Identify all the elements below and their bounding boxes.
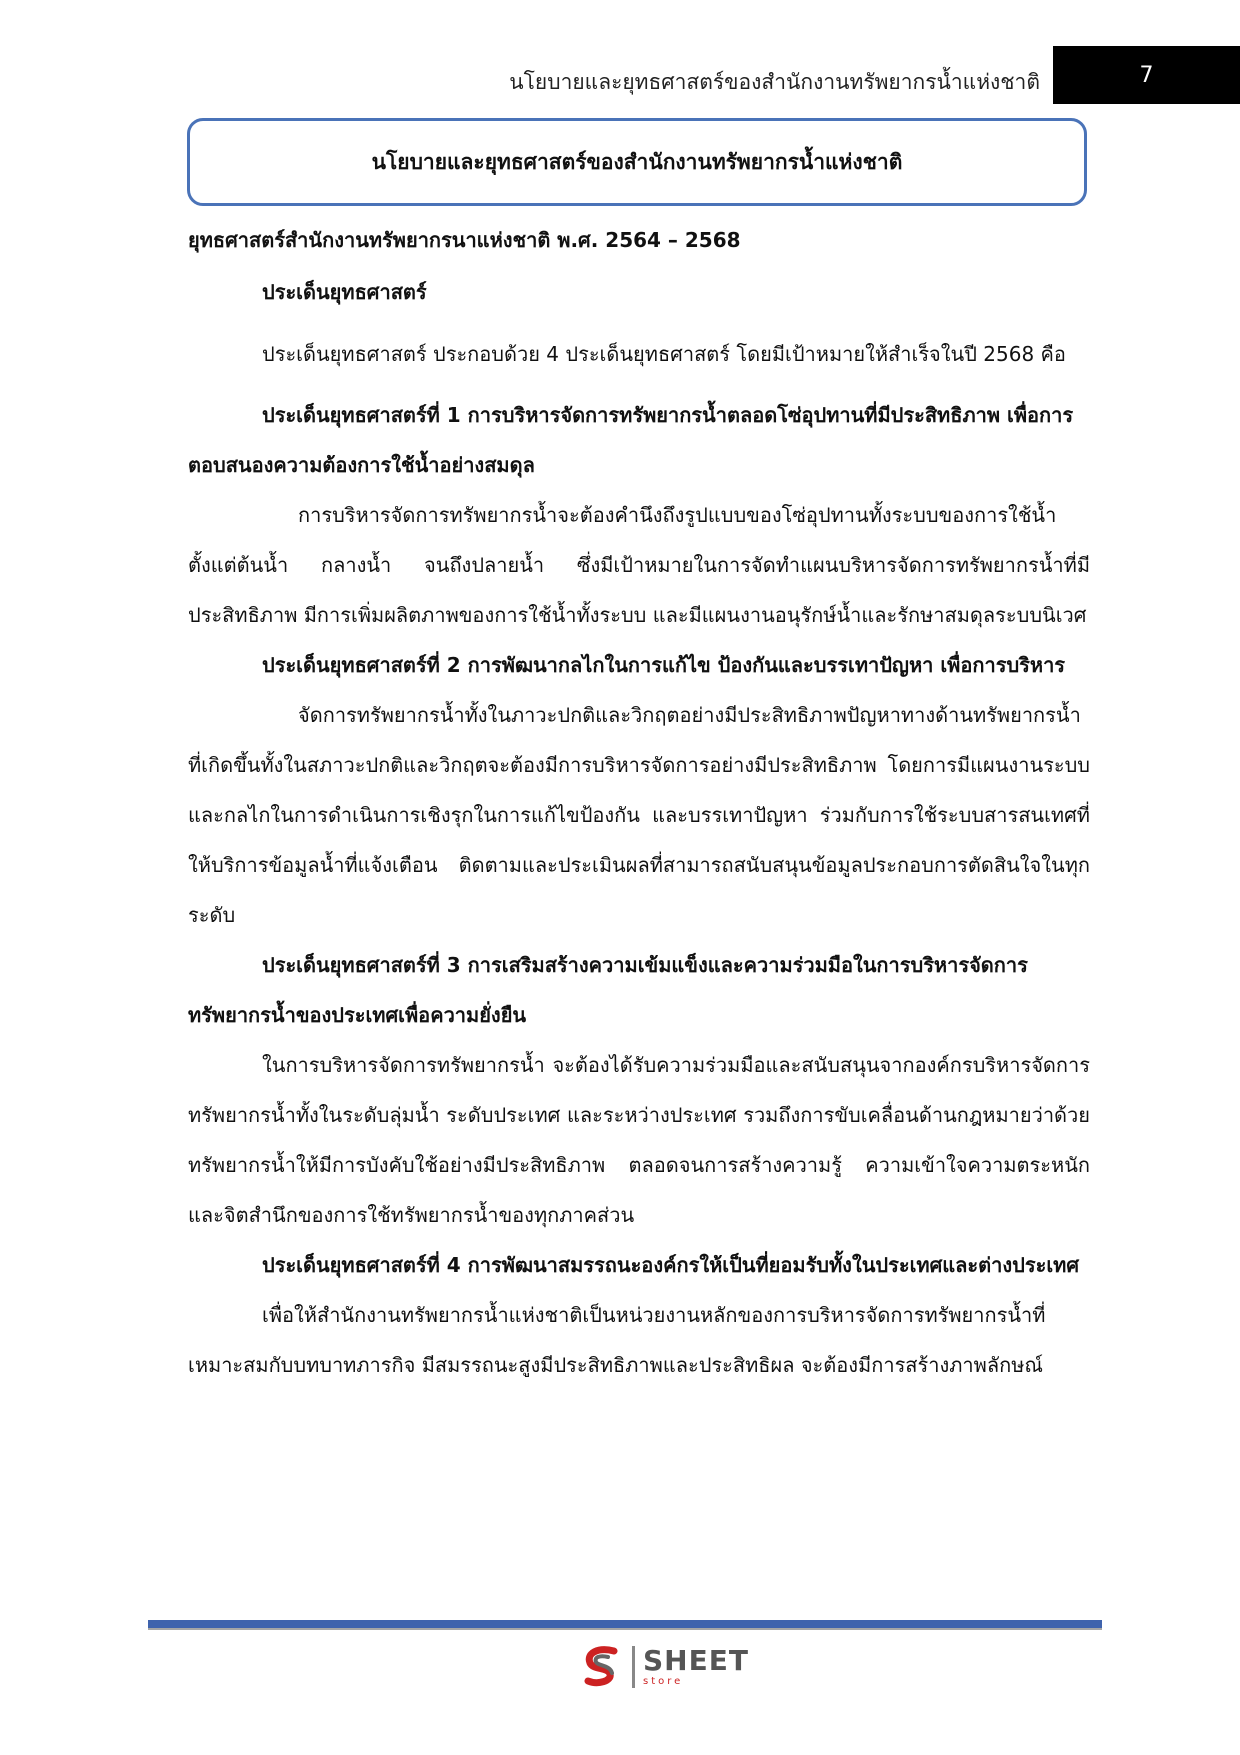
logo-divider [632,1646,635,1688]
sheet-logo-icon [578,1643,626,1691]
running-header-title: นโยบายและยุทธศาสตร์ของสำนักงานทรัพยากรน้ำแห่งชาติ [509,70,1040,94]
issue-4-heading: ประเด็นยุทธศาสตร์ที่ 4 การพัฒนาสมรรถนะองค์กรให้เป็นที่ยอมรับทั้งในประเทศและต่างประเทศ [262,1253,1080,1277]
logo-text: SHEET [643,1644,749,1677]
page-number: 7 [1139,62,1154,88]
document-body [188,220,1090,1390]
page-number-badge [1053,46,1240,104]
issue-2-body: จัดการทรัพยากรน้ำทั้งในภาวะปกติและวิกฤตอย่างมีประสิทธิภาพปัญหาทางด้านทรัพยากรน้ำที่เกิดขึ้นทั้งในสภาวะปกติและวิกฤตจะต้องมีการบริหารจัดการอย่างมีประสิทธิภาพ โดยการมีแผนงานระบบและกลไกในการดำเนินการเชิงรุกในการแก้ไขป้องกัน และบรรเทาปัญหา ร่วมกับการใช้ระบบสารสนเทศที่ให้บริการข้อมูลน้ำที่แจ้งเตือน ติดตามและประเมินผลที่สามารถสนับสนุนข้อมูลประกอบการตัดสินใจในทุกระดับ [188,703,1090,927]
logo-subtext: store [643,1676,684,1687]
section-heading: ประเด็นยุทธศาสตร์ [262,280,427,304]
sheet-store-logo [578,1642,749,1692]
document-title: นโยบายและยุทธศาสตร์ของสำนักงานทรัพยากรน้ำแห่งชาติ [371,149,903,174]
main-heading: ยุทธศาสตร์สำนักงานทรัพยากรนาแห่งชาติ พ.ศ. 2564 – 2568 [188,228,741,252]
footer-rule [148,1620,1102,1628]
title-box [187,118,1087,206]
intro-paragraph: ประเด็นยุทธศาสตร์ ประกอบด้วย 4 ประเด็นยุทธศาสตร์ โดยมีเป้าหมายให้สำเร็จในปี 2568 คือ [262,342,1066,366]
issue-2-heading: ประเด็นยุทธศาสตร์ที่ 2 การพัฒนากลไกในการแก้ไข ป้องกันและบรรเทาปัญหา เพื่อการบริหาร [262,653,1066,677]
issue-3-heading: ประเด็นยุทธศาสตร์ที่ 3 การเสริมสร้างความเข้มแข็งและความร่วมมือในการบริหารจัดการทรัพยากรน้ำของประเทศเพื่อความยั่งยืน [188,953,1028,1027]
issue-3-body: ในการบริหารจัดการทรัพยากรน้ำ จะต้องได้รับความร่วมมือและสนับสนุนจากองค์กรบริหารจัดการทรัพยากรน้ำทั้งในระดับลุ่มน้ำ ระดับประเทศ และระหว่างประเทศ รวมถึงการขับเคลื่อนด้านกฎหมายว่าด้วยทรัพยากรน้ำให้มีการบังคับใช้อย่างมีประสิทธิภาพ ตลอดจนการสร้างความรู้ ความเข้าใจความตระหนัก และจิตสำนึกของการใช้ทรัพยากรน้ำของทุกภาคส่วน [188,1053,1090,1227]
issue-1-body: การบริหารจัดการทรัพยากรน้ำจะต้องคำนึงถึงรูปแบบของโซ่อุปทานทั้งระบบของการใช้น้ำตั้งแต่ต้นน้ำ กลางน้ำ จนถึงปลายน้ำ ซึ่งมีเป้าหมายในการจัดทำแผนบริหารจัดการทรัพยากรน้ำที่มีประสิทธิภาพ มีการเพิ่มผลิตภาพของการใช้น้ำทั้งระบบ และมีแผนงานอนุรักษ์น้ำและรักษาสมดุลระบบนิเวศ [188,503,1090,627]
logo-wordmark [643,1644,749,1687]
issue-1-heading: ประเด็นยุทธศาสตร์ที่ 1 การบริหารจัดการทรัพยากรน้ำตลอดโซ่อุปทานที่มีประสิทธิภาพ เพื่อการตอบสนองความต้องการใช้น้ำอย่างสมดุล [188,403,1074,477]
issue-4-body: เพื่อให้สำนักงานทรัพยากรน้ำแห่งชาติเป็นหน่วยงานหลักของการบริหารจัดการทรัพยากรน้ำที่เหมาะสมกับบทบาทภารกิจ มีสมรรถนะสูงมีประสิทธิภาพและประสิทธิผล จะต้องมีการสร้างภาพลักษณ์ [188,1303,1046,1377]
